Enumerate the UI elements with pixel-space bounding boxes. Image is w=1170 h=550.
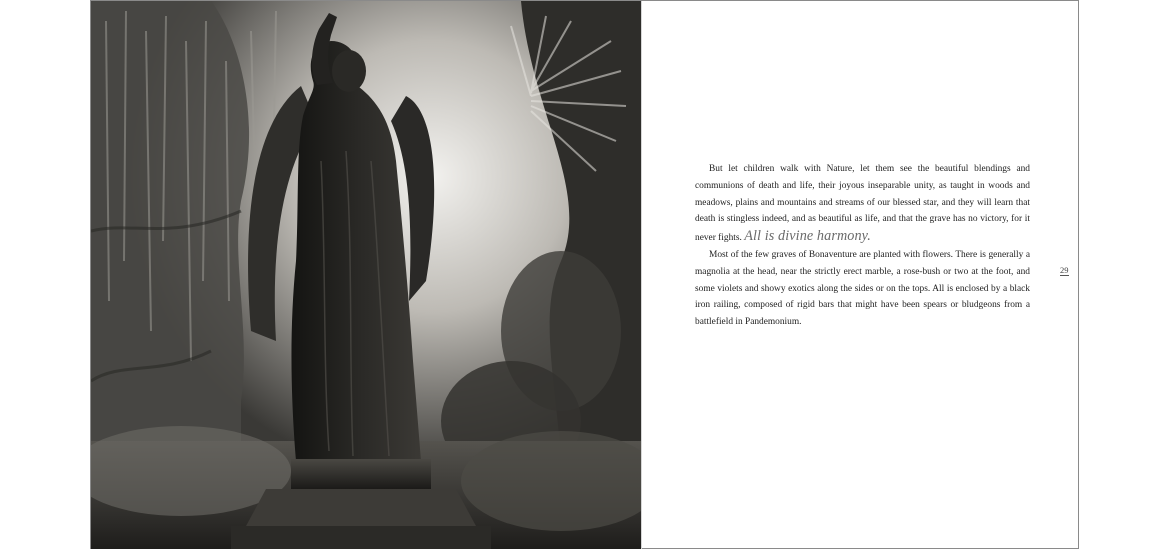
book-spread [90,0,1079,549]
emphasis-phrase: All is divine harmony. [744,228,871,245]
angel-statue-photo [91,1,641,549]
paragraph-2-text: Most of the few graves of Bonaventure are planted with flowers. There is generally a magnolia at the head, near the strictly erect marble, a rose-bush or two at the foot, and some violets and showy exotics along the sides or on the tops. All is enclosed by a black iron railing, composed of rigid bars that might have been spears or bludgeons from a battlefield in Pandemonium. [695,249,1030,328]
text-page [642,1,1079,549]
paragraph-1-text: But let children walk with Nature, let them see the beautiful blendings and communions of death and life, their joyous inseparable unity, as taught in woods and meadows, plains and mountains and streams of our blessed star, and they will learn that death is stingless indeed, and as beautiful as life, and that the grave has no victory, for it never fights. [695,164,1030,244]
body-text [695,161,1030,331]
photo-page [91,1,641,549]
page-number: 29 [1060,265,1069,275]
paragraph-1 [695,161,1030,247]
paragraph-2 [695,247,1030,331]
